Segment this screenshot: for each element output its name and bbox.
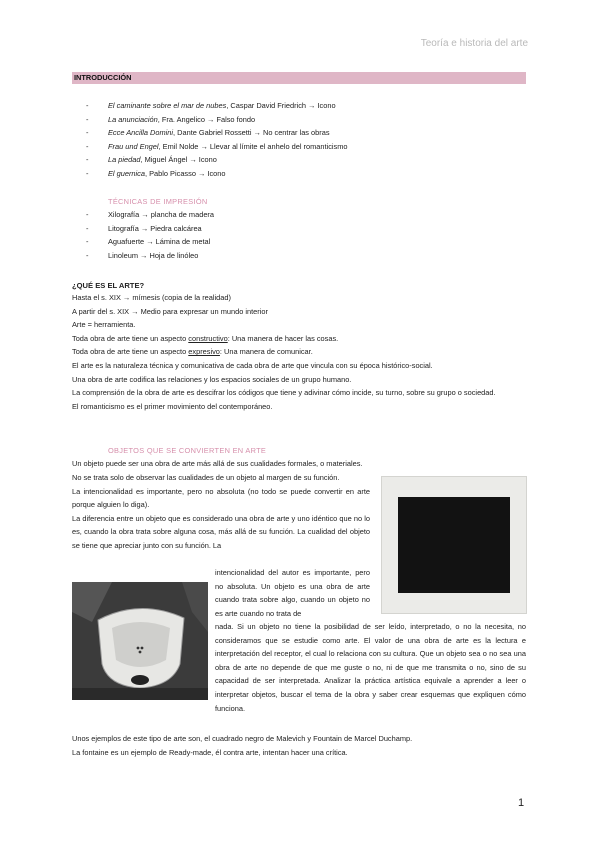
list-item: - La piedad, Miguel Ángel → Icono bbox=[86, 153, 348, 167]
list-item: - Frau und Engel, Emil Nolde → Llevar al límite el anhelo del romanticismo bbox=[86, 140, 348, 154]
techniques-heading: TÉCNICAS DE IMPRESIÓN bbox=[108, 197, 208, 206]
list-item: - El caminante sobre el mar de nubes, Caspar David Friedrich → Icono bbox=[86, 99, 348, 113]
intro-heading: INTRODUCCIÓN bbox=[72, 72, 526, 84]
objects-examples-line: Unos ejemplos de este tipo de arte son, el cuadrado negro de Malevich y Fountain de Marcel Duchamp. bbox=[72, 734, 413, 743]
art-heading: ¿QUÉ ES EL ARTE? bbox=[72, 281, 145, 290]
objects-heading: OBJETOS QUE SE CONVIERTEN EN ARTE bbox=[108, 446, 267, 455]
black-square-image bbox=[381, 476, 527, 614]
list-item: - Linoleum → Hoja de linóleo bbox=[86, 249, 214, 263]
objects-paragraph-right: nada. Si un objeto no tiene la posibilidad de ser leído, interpretado, o no la necesita, no consideramos que se estudie como arte. El valor de una obra de arte es la lectura e interpretación del receptor, el cual lo relaciona con su cultura. Que un objeto sea o no sea una obra de arte no depende de que me guste o no, ni de que me transmita o no, sino de su capacidad de ser interpretada. Analizar la práctica artística equivale a aprender a leer o interpretar objetos, buscar el tema de la obra y saber crear esquemas que expliquen cómo funciona. bbox=[215, 622, 526, 713]
list-item: - Aguafuerte → Lámina de metal bbox=[86, 235, 214, 249]
techniques-list bbox=[86, 208, 214, 262]
fountain-image bbox=[72, 582, 208, 700]
list-item: - Litografía → Piedra calcárea bbox=[86, 222, 214, 236]
works-list bbox=[86, 99, 348, 181]
list-item: - Xilografía → plancha de madera bbox=[86, 208, 214, 222]
list-item: - El guernica, Pablo Picasso → Icono bbox=[86, 167, 348, 181]
objects-intro-line: Un objeto puede ser una obra de arte más allá de sus cualidades formales, o materiales. bbox=[72, 459, 363, 468]
list-item: - La anunciación, Fra. Angelico → Falso fondo bbox=[86, 113, 348, 127]
list-item: - Ecce Ancilla Domini, Dante Gabriel Rossetti → No centrar las obras bbox=[86, 126, 348, 140]
objects-paragraph-left: No se trata solo de observar las cualidades de un objeto al margen de su función. La intencionalidad es importante, pero no absoluta (no todo se puede convertir en arte porque alguien lo diga). La diferencia entre un objeto que es considerado una obra de arte y uno idéntico que no lo es, cuando la obra trata sobre alguna cosa, más allá de su función. La cualidad del objeto se tiene que apreciar junto con su función. La bbox=[72, 473, 370, 550]
art-paragraph: Hasta el s. XIX → mímesis (copia de la realidad) A partir del s. XIX → Medio para expresar un mundo interior Arte = herramienta. Toda obra de arte tiene un aspecto constructivo: Una manera de hacer las cosas. Toda obra de arte tiene un aspecto expresivo: Una manera de comunicar. El arte es la naturaleza técnica y comunicativa de cada obra de arte que vincula con su época histórico-social. Una obra de arte codifica las relaciones y los espacios sociales de un grupo humano. La comprensión de la obra de arte es descifrar los códigos que tiene y adivinar cómo incide, su turno, sobre su grupo o sociedad. El romanticismo es el primer movimiento del contemporáneo. bbox=[72, 293, 496, 411]
objects-fontaine-line: La fontaine es un ejemplo de Ready-made, él contra arte, intentan hacer una crítica. bbox=[72, 748, 348, 757]
objects-paragraph-middle: intencionalidad del autor es importante, pero no absoluta. Un objeto es una obra de arte cuando trata sobre algo, cuando un objeto no es arte cuando no trata de bbox=[215, 568, 370, 618]
page-number: 1 bbox=[518, 797, 525, 809]
running-header: Teoría e historia del arte bbox=[420, 38, 528, 49]
